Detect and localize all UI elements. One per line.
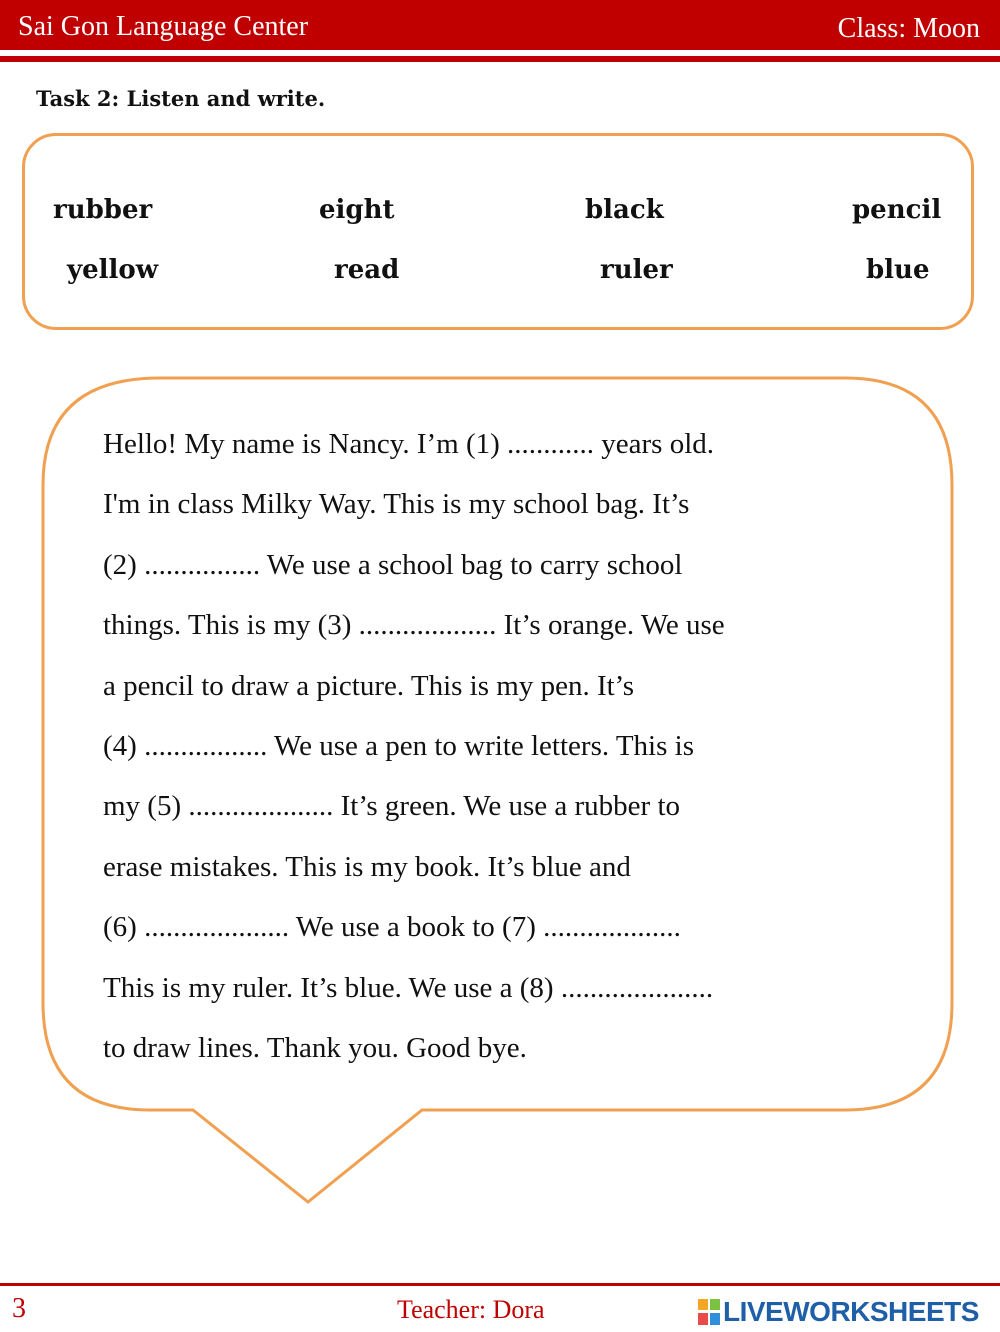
word-bank-item: ruler: [600, 255, 673, 285]
center-name: Sai Gon Language Center: [18, 11, 309, 42]
passage-line: (2) ................ We use a school bag to carry school: [103, 548, 683, 581]
liveworksheets-brand[interactable]: [698, 1295, 979, 1329]
passage: [103, 416, 903, 1080]
class-label: Class: Moon: [837, 13, 980, 44]
word-bank-item: blue: [866, 255, 930, 285]
passage-line: things. This is my (3) ................... It’s orange. We use: [103, 609, 725, 642]
passage-line: erase mistakes. This is my book. It’s blue and: [103, 850, 631, 883]
teacher-name: Teacher: Dora: [397, 1295, 545, 1324]
liveworksheets-logo-icon: [698, 1299, 720, 1325]
passage-line: Hello! My name is Nancy. I’m (1) ............ years old.: [103, 428, 714, 460]
word-bank-item: rubber: [53, 195, 153, 225]
passage-line: (6) .................... We use a book to (7) ...................: [103, 911, 681, 944]
word-bank-item: read: [334, 255, 400, 285]
page-number: 3: [12, 1293, 26, 1324]
word-bank-item: pencil: [852, 195, 942, 225]
passage-line: This is my ruler. It’s blue. We use a (8) .....................: [103, 971, 714, 1004]
brand-name: LIVEWORKSHEETS: [723, 1296, 979, 1327]
footer-rule: [0, 1283, 1000, 1286]
word-bank-item: yellow: [67, 255, 159, 285]
task-title: Task 2: Listen and write.: [36, 86, 326, 111]
word-bank-item: black: [585, 195, 664, 225]
passage-line: I'm in class Milky Way. This is my school bag. It’s: [103, 488, 690, 521]
passage-line: (4) ................. We use a pen to write letters. This is: [103, 729, 694, 762]
passage-line: a pencil to draw a picture. This is my pen. It’s: [103, 669, 635, 702]
passage-line: my (5) .................... It’s green. We use a rubber to: [103, 790, 680, 823]
passage-line: to draw lines. Thank you. Good bye.: [103, 1031, 527, 1064]
word-bank-item: eight: [319, 195, 395, 225]
